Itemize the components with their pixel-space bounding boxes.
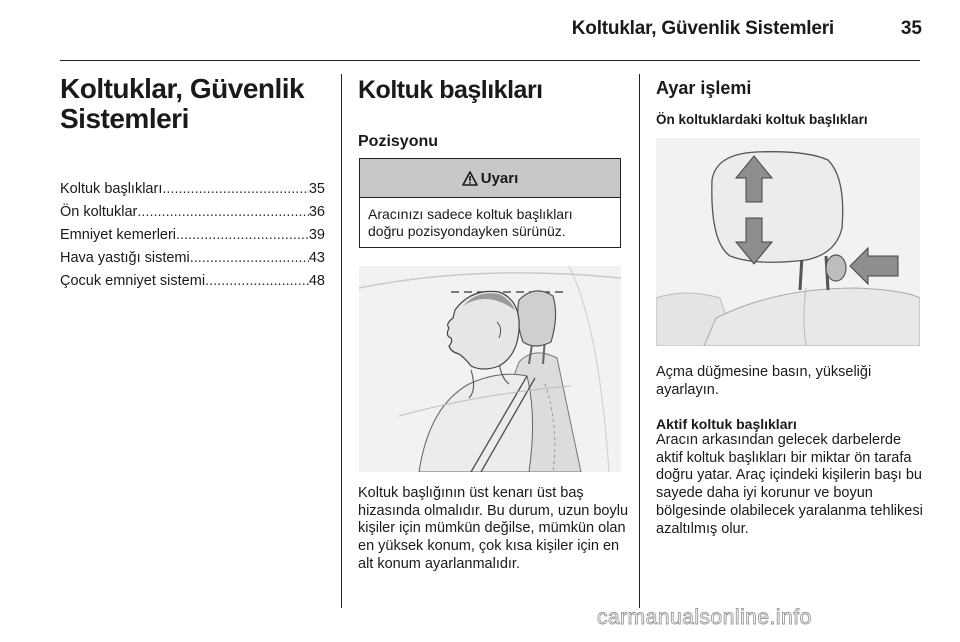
active-headrests-subtitle: Aktif koltuk başlıkları — [656, 416, 797, 432]
toc-leader-dots — [162, 178, 309, 201]
watermark: carmanualsonline.info — [597, 606, 812, 629]
toc-leader-dots — [137, 201, 308, 224]
chapter-title: Koltuklar, Güvenlik Sistemleri — [60, 73, 305, 134]
warning-heading: Uyarı — [480, 169, 519, 187]
toc-entry-page: 39 — [308, 227, 325, 243]
column-divider-1 — [341, 74, 342, 608]
page-number: 35 — [900, 18, 922, 39]
toc-leader-dots — [205, 270, 309, 293]
driver-headrest-position-illustration — [359, 266, 621, 472]
adjustment-title: Ayar işlemi — [656, 78, 752, 98]
column-divider-2 — [639, 74, 640, 608]
toc-leader-dots — [190, 247, 309, 270]
position-instructions: Koltuk başlığının üst kenarı üst baş hizasında olmalıdır. Bu durum, uzun boylu kişiler için mümkün değilse, mümkün olan en yüksek konum, çok kısa kişiler için en alt konum ayarlanmalıdır. — [358, 485, 629, 572]
toc-entry-page: 35 — [308, 181, 325, 197]
toc-entry-page: 36 — [308, 204, 325, 220]
toc-entry[interactable] — [60, 224, 325, 247]
toc-entry-label: Emniyet kemerleri — [60, 227, 177, 243]
section-title: Koltuk başlıkları — [358, 76, 543, 104]
front-headrests-subtitle: Ön koltuklardaki koltuk başlıkları — [656, 112, 868, 127]
header-divider — [60, 60, 920, 61]
warning-box — [359, 158, 621, 248]
headrest-adjustment-arrows-illustration — [656, 138, 920, 346]
running-header-title: Koltuklar, Güvenlik Sistemleri — [571, 18, 834, 39]
toc-entry-page: 48 — [308, 273, 325, 289]
warning-text: Aracınızı sadece koltuk başlıkları doğru pozisyondayken sürünüz. — [368, 206, 573, 239]
warning-header — [360, 159, 620, 198]
toc-entry-label: Hava yastığı sistemi — [60, 250, 190, 266]
toc-entry-label: Ön koltuklar — [60, 204, 138, 220]
toc-entry-label: Çocuk emniyet sistemi — [60, 273, 206, 289]
table-of-contents — [60, 178, 325, 293]
warning-triangle-icon — [462, 171, 478, 186]
toc-entry[interactable] — [60, 201, 325, 224]
toc-entry[interactable] — [60, 247, 325, 270]
section-subtitle: Pozisyonu — [358, 133, 439, 150]
adjustment-instructions: Açma düğmesine basın, yükseliği ayarlayın. — [656, 364, 872, 398]
active-headrests-description: Aracın arkasından gelecek darbelerde aktif koltuk başlıkları bir miktar ön tarafa doğru yatar. Araç içindeki kişilerin başı bu sayede daha iyi korunur ve boyun bölgesinde olabilecek yaralanma tehlikesi azaltılmış olur. — [656, 432, 923, 537]
toc-entry[interactable] — [60, 270, 325, 293]
toc-leader-dots — [176, 224, 309, 247]
toc-entry-page: 43 — [308, 250, 325, 266]
toc-entry-label: Koltuk başlıkları — [60, 181, 163, 197]
toc-entry[interactable] — [60, 178, 325, 201]
